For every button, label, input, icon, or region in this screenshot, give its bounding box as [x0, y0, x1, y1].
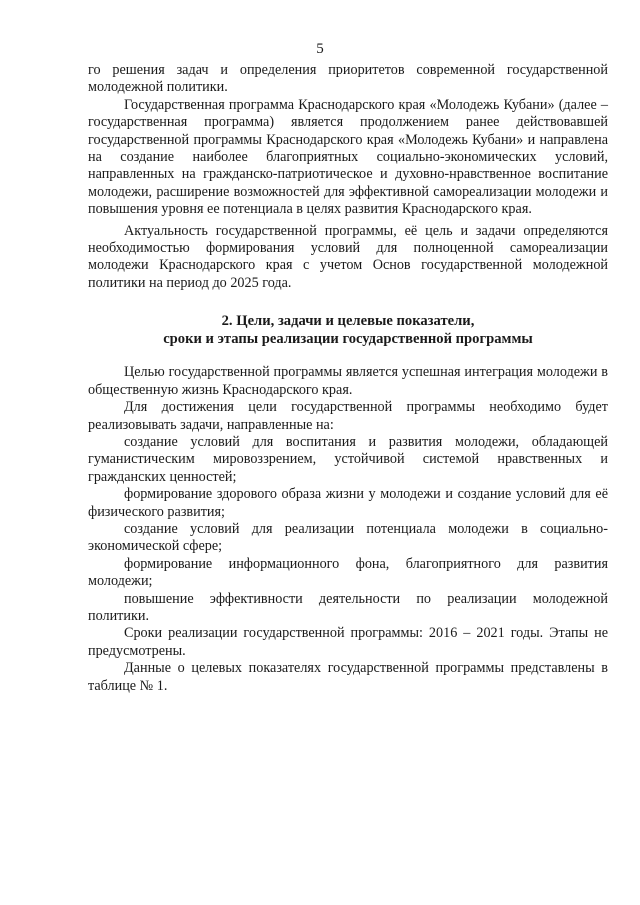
- paragraph-timeline: Сроки реализации государственной программы: 2016 – 2021 годы. Этапы не предусмотрены.: [88, 625, 608, 659]
- paragraph-continuation: го решения задач и определения приоритетов современной государственной молодежной политики.: [88, 62, 608, 96]
- paragraph-goal: Целью государственной программы является успешная интеграция молодежи в общественную жизнь Краснодарского края.: [88, 364, 608, 398]
- paragraph-relevance: Актуальность государственной программы, её цель и задачи определяются необходимостью формирования условий для полноценной самореализации молодежи Краснодарского края с учетом Основ государственной молодежной политики на период до 2025 года.: [88, 222, 608, 291]
- section-heading-line-2: сроки и этапы реализации государственной программы: [163, 331, 533, 348]
- document-body: [88, 62, 608, 695]
- section-heading: [88, 312, 608, 348]
- paragraph-table-reference: Данные о целевых показателях государственной программы представлены в таблице № 1.: [88, 660, 608, 694]
- task-item-2: формирование здорового образа жизни у молодежи и создание условий для её физического развития;: [88, 486, 608, 520]
- paragraph-tasks-intro: Для достижения цели государственной программы необходимо будет реализовывать задачи, направленные на:: [88, 399, 608, 433]
- task-item-4: формирование информационного фона, благоприятного для развития молодежи;: [88, 555, 608, 590]
- section-heading-line-1: 2. Цели, задачи и целевые показатели,: [221, 313, 475, 330]
- paragraph-program-description: Государственная программа Краснодарского края «Молодежь Кубани» (далее – государственная программа) является продолжением ранее действовавшей государственной программы Краснодарского края «Молодежь Кубани» и направлена на создание наиболее благоприятных социально-экономических условий, направленных на гражданско-патриотическое и духовно-нравственное воспитание молодежи, расширение возможностей для эффективной самореализации молодежи и повышения уровня ее потенциала в целях развития Краснодарского края.: [88, 96, 608, 218]
- task-item-3: создание условий для реализации потенциала молодежи в социально-экономической сфере;: [88, 520, 608, 555]
- page-number: 5: [316, 41, 324, 57]
- task-item-1: создание условий для воспитания и развития молодежи, обладающей гуманистическим мировоззрением, устойчивой системой нравственных и гражданских ценностей;: [88, 433, 608, 485]
- task-item-5: повышение эффективности деятельности по реализации молодежной политики.: [88, 590, 608, 624]
